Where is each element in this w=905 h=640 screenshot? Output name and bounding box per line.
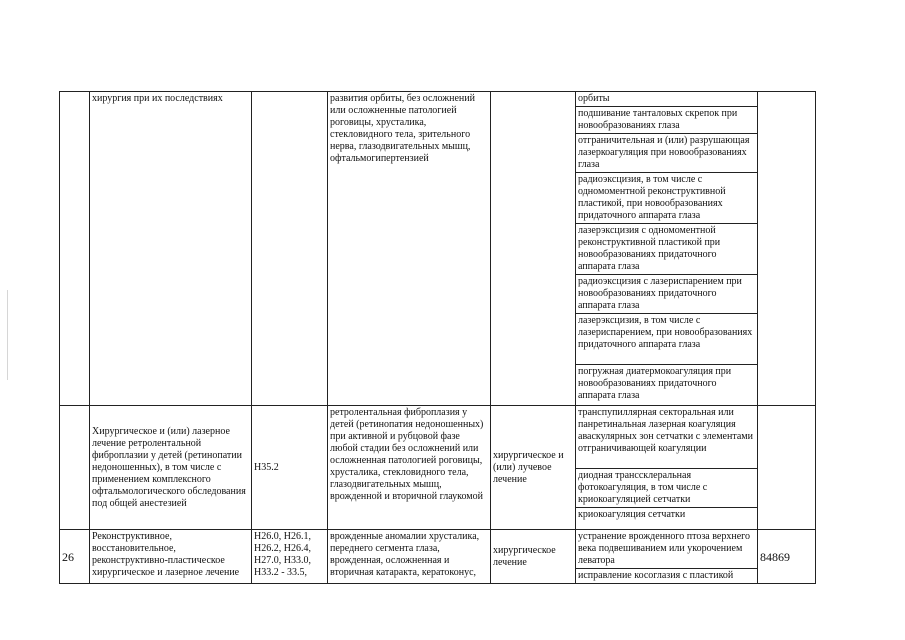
scan-edge-mark [7, 290, 8, 380]
patient-model-cell: ретролентальная фиброплазия у детей (ретинопатия недоношенных) при активной и рубцовой фазе любой стадии без осложнений или осложненная патологией роговицы, хрусталика, стекловидного тела, глазодвигательных мышц, врожденной и вторичной глаукомой [328, 406, 491, 530]
treatment-kind-cell [491, 92, 576, 406]
treatment-kind-cell: хирургическое лечение [491, 530, 576, 584]
row-number-cell [60, 92, 90, 406]
care-type-cell: Хирургическое и (или) лазерное лечение ретролентальной фиброплазии у детей (ретинопатии недоношенных), в том числе с применением комплексного офтальмологического обследования под общей анестезией [90, 406, 252, 530]
method-item: транспупиллярная секторальная или панретинальная лазерная коагуляция аваскулярных зон сетчатки с элементами отграничивающей коагуляции [578, 407, 753, 454]
table-row [60, 92, 816, 406]
treatment-methods-cell [576, 92, 758, 406]
icd-code-cell: H26.0, H26.1, H26.2, H26.4, H27.0, H33.0, H33.2 - 33.5, [252, 530, 328, 584]
table-row [60, 530, 816, 584]
patient-model-cell: развития орбиты, без осложнений или осложненные патологией роговицы, хрусталика, стекловидного тела, зрительного нерва, глазодвигательных мышц, офтальмогипертензией [328, 92, 491, 406]
method-item: криокоагуляция сетчатки [576, 507, 757, 528]
care-type-cell: Реконструктивное, восстановительное, реконструктивно-пластическое хирургическое и лазерное лечение [90, 530, 252, 584]
patient-model-cell: врожденные аномалии хрусталика, переднего сегмента глаза, врожденная, осложненная и вторичная катаракта, кератоконус, [328, 530, 491, 584]
method-item: орбиты [578, 93, 610, 104]
care-type-cell: хирургия при их последствиях [90, 92, 252, 406]
table-row [60, 406, 816, 530]
method-item: радиоэксцизия с лазериспарением при новообразованиях придаточного аппарата глаза [576, 274, 757, 313]
method-item: подшивание танталовых скрепок при новообразованиях глаза [576, 106, 757, 133]
treatment-methods-cell [576, 406, 758, 530]
price-cell: 84869 [758, 530, 816, 584]
method-item: диодная транссклеральная фотокоагуляция, в том числе с криокоагуляцией сетчатки [576, 468, 757, 507]
method-item: исправление косоглазия с пластикой [576, 568, 757, 583]
price-cell [758, 92, 816, 406]
method-item: отграничительная и (или) разрушающая лазеркоагуляция при новообразованиях глаза [576, 133, 757, 172]
method-item: лазерэксцизия с одномоментной реконструктивной пластикой при новообразованиях придаточного аппарата глаза [576, 223, 757, 274]
price-cell [758, 406, 816, 530]
row-number-cell [60, 406, 90, 530]
method-item: устранение врожденного птоза верхнего века подвешиванием или укорочением леватора [578, 531, 750, 566]
row-number-cell: 26 [60, 530, 90, 584]
medical-care-table [59, 91, 816, 584]
treatment-methods-cell [576, 530, 758, 584]
method-item: радиоэксцизия, в том числе с одномоментной реконструктивной пластикой, при новообразованиях придаточного аппарата глаза [576, 172, 757, 223]
icd-code-cell [252, 92, 328, 406]
method-item: погружная диатермокоагуляция при новообразованиях придаточного аппарата глаза [576, 364, 757, 403]
method-item: лазерэксцизия, в том числе с лазериспарением, при новообразованиях придаточного аппарата глаза [576, 313, 757, 364]
icd-code-cell: H35.2 [252, 406, 328, 530]
treatment-kind-cell: хирургическое и (или) лучевое лечение [491, 406, 576, 530]
